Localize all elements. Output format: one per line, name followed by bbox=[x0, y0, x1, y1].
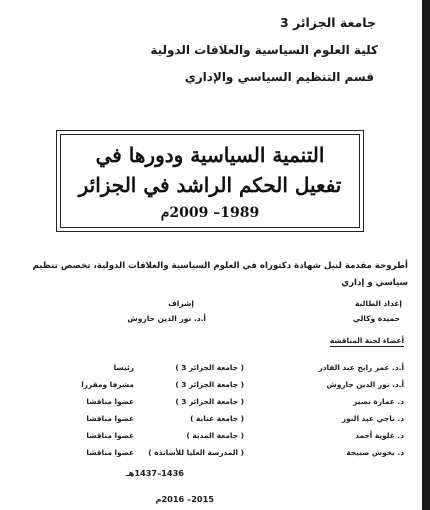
member-university: ( جامعة الجزائر 3 ) bbox=[175, 380, 244, 389]
member-role: مشرفا ومقررا bbox=[81, 380, 134, 389]
title-frame bbox=[56, 130, 364, 232]
committee-member bbox=[24, 397, 404, 411]
member-name: د. علوية أحمد bbox=[355, 431, 404, 440]
thesis-period: 1989– 2009م bbox=[160, 205, 260, 221]
committee-member bbox=[24, 431, 404, 445]
member-role: عضوا مناقشا bbox=[86, 431, 134, 440]
member-role: رئيسا bbox=[113, 363, 134, 372]
member-university: ( جامعة الجزائر 3 ) bbox=[175, 397, 244, 406]
member-name: أ.د. عمر رابح عبد القادر bbox=[318, 363, 404, 372]
committee-member bbox=[24, 448, 404, 462]
committee-member bbox=[24, 414, 404, 428]
student-label: إعداد الطالبة bbox=[355, 299, 402, 308]
member-university: ( جامعة الجزائر 3 ) bbox=[175, 363, 244, 372]
supervisor-label: إشراف bbox=[168, 299, 194, 308]
title-frame-inner bbox=[60, 134, 360, 228]
committee-member bbox=[24, 363, 404, 377]
committee-title: أعضاء لجنة المناقشة bbox=[329, 336, 404, 345]
thesis-title-line-1: التنمية السياسية ودورها في bbox=[95, 143, 325, 167]
thesis-description: أطروحة مقدمة لنيل شهادة دكتوراه في العلوم السياسية والعلاقات الدولية، تخصص تنظيم سياسي و إداري bbox=[32, 261, 408, 288]
member-name: أ.د. نور الدين حاروش bbox=[326, 380, 404, 389]
department-name: قسم التنظيم السياسي والإداري bbox=[184, 70, 374, 84]
member-university: ( المدرسة العليا للأساتذة ) bbox=[148, 448, 244, 457]
student-name: حميدة وكالي bbox=[352, 314, 400, 323]
member-role: عضوا مناقشا bbox=[86, 414, 134, 423]
faculty-name: كلية العلوم السياسية والعلاقات الدولية bbox=[150, 43, 378, 57]
member-role: عضوا مناقشا bbox=[86, 397, 134, 406]
thesis-title-line-2: تفعيل الحكم الراشد في الجزائر bbox=[78, 173, 342, 197]
hijri-year: 1436–1437هـ bbox=[125, 468, 184, 478]
committee-member bbox=[24, 380, 404, 394]
supervisor-name: أ.د. نور الدين حاروش bbox=[127, 314, 206, 323]
member-name: د. بخوش صبيحة bbox=[346, 448, 404, 457]
viewer-edge bbox=[422, 0, 430, 510]
member-role: عضوا مناقشا bbox=[86, 448, 134, 457]
university-name: جامعة الجزائر 3 bbox=[279, 15, 376, 30]
gregorian-year: 2015– 2016م bbox=[155, 494, 214, 504]
member-university: ( جامعة المدية ) bbox=[186, 431, 244, 440]
member-university: ( جامعة عنابة ) bbox=[190, 414, 244, 423]
member-name: د. عمارة نصير bbox=[353, 397, 404, 406]
member-name: د. ناجي عبد النور bbox=[341, 414, 404, 423]
